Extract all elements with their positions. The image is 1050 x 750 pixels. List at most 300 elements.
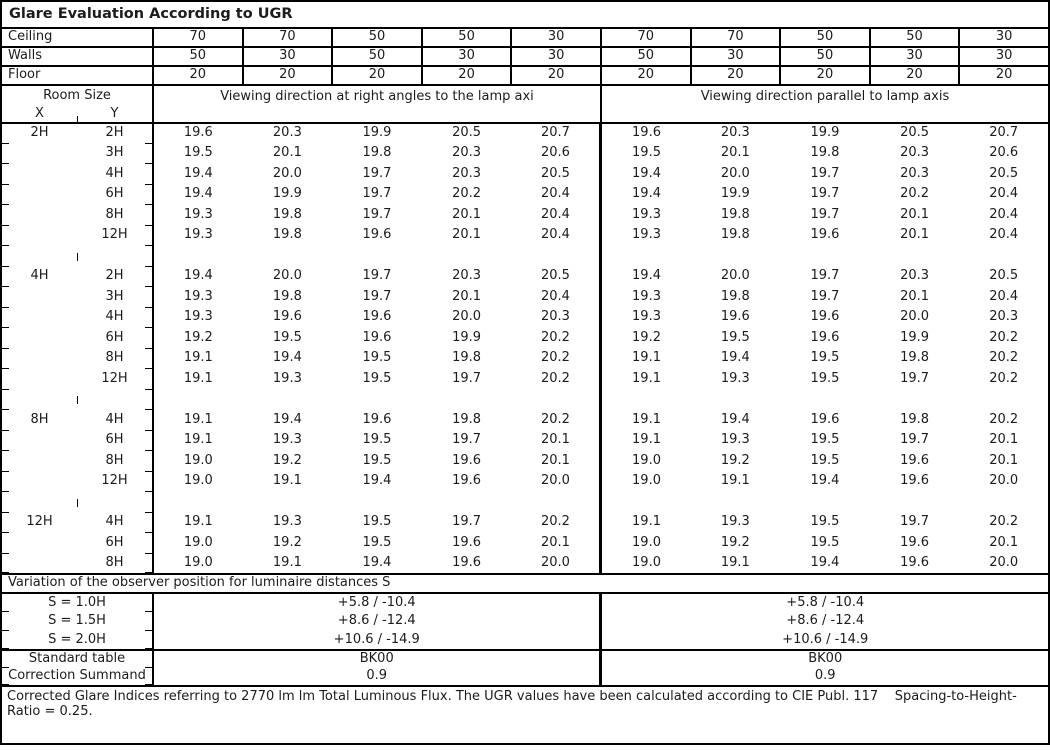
surface-value-cell: 70	[601, 28, 691, 47]
spacer-cell	[77, 492, 153, 513]
ugr-value-cell: 19.1	[153, 410, 243, 431]
title-section	[1, 1, 1049, 28]
room-size-header-cell	[1, 85, 153, 123]
ugr-value-cell: 19.3	[272, 370, 302, 386]
ugr-value-cell: 19.1	[153, 431, 243, 452]
room-size-y-value: 4H	[77, 410, 153, 431]
ugr-value-cell: 19.5	[362, 350, 392, 366]
ugr-value-cell: 19.5	[362, 370, 392, 386]
ugr-value-cell: 19.6	[452, 473, 482, 489]
ugr-value-cell: 19.7	[810, 206, 840, 222]
ugr-value-cell: 19.6	[452, 554, 482, 570]
ugr-value-cell: 19.1	[601, 349, 691, 370]
variation-row	[1, 631, 1049, 650]
ugr-value-cell: 20.7	[540, 125, 570, 141]
ugr-value-cell: 19.7	[810, 268, 840, 284]
ugr-value-cell: 20.0	[272, 268, 302, 284]
ugr-value-cell: 19.6	[810, 411, 840, 427]
spacer-cell	[780, 246, 870, 267]
room-size-y-value: 8H	[77, 554, 153, 575]
ugr-value-cell: 20.2	[989, 350, 1019, 366]
ugr-value-cell: 20.2	[540, 411, 570, 427]
summary-right-value: BK00	[601, 650, 1049, 668]
ugr-value-cell: 19.6	[452, 534, 482, 550]
surface-row	[1, 66, 1049, 85]
ugr-value-cell: 19.3	[601, 287, 691, 308]
room-size-x-value	[1, 472, 77, 493]
ugr-value-cell: 19.5	[810, 432, 840, 448]
ugr-value-cell: 19.4	[272, 411, 302, 427]
room-size-x-value	[1, 144, 77, 165]
variation-left-value: +5.8 / -10.4	[153, 593, 601, 612]
ugr-value-cell: 20.1	[900, 206, 930, 222]
ugr-value-cell: 19.3	[153, 226, 243, 247]
room-size-x-value	[1, 328, 77, 349]
ugr-value-cell: 19.7	[810, 186, 840, 202]
surface-value-cell: 50	[422, 28, 512, 47]
ugr-value-cell: 20.4	[540, 288, 570, 304]
ugr-value-cell: 20.6	[989, 145, 1019, 161]
room-size-x-value	[1, 205, 77, 226]
room-size-x-value	[1, 185, 77, 206]
ugr-value-cell: 19.6	[452, 452, 482, 468]
surface-value-cell: 30	[422, 47, 512, 66]
ugr-value-cell: 19.1	[601, 410, 691, 431]
spacer-row	[1, 492, 1049, 513]
title-row	[1, 1, 1049, 28]
ugr-value-cell: 19.4	[810, 554, 840, 570]
ugr-value-cell: 19.7	[452, 514, 482, 530]
ugr-value-cell: 19.3	[153, 308, 243, 329]
spacer-cell	[601, 246, 691, 267]
ugr-value-cell: 19.3	[720, 514, 750, 530]
ugr-value-cell: 19.6	[601, 123, 691, 144]
ugr-value-cell: 19.6	[810, 227, 840, 243]
ugr-value-cell: 19.6	[362, 329, 392, 345]
ugr-table-row	[1, 226, 1049, 247]
ugr-value-cell: 19.2	[601, 328, 691, 349]
ugr-value-cell: 20.1	[900, 288, 930, 304]
ugr-value-cell: 20.4	[989, 288, 1019, 304]
footer-note: Corrected Glare Indices referring to 2770 lm lm Total Luminous Flux. The UGR values have been calculated according to CIE Publ. 117 Spacing-to-Height-Ratio = 0.25.	[1, 686, 1049, 744]
spacer-cell	[959, 246, 1049, 267]
ugr-value-cell: 19.1	[153, 349, 243, 370]
ugr-value-cell: 19.5	[720, 329, 750, 345]
spacer-cell	[601, 492, 691, 513]
ugr-table-row	[1, 533, 1049, 554]
room-size-x-value	[1, 431, 77, 452]
ugr-value-cell: 19.5	[810, 534, 840, 550]
surface-value-cell: 20	[332, 66, 422, 85]
ugr-table-row	[1, 287, 1049, 308]
spacer-cell	[870, 246, 960, 267]
ugr-value-cell: 19.5	[272, 329, 302, 345]
surface-value-cell: 30	[959, 28, 1049, 47]
spacer-cell	[422, 492, 512, 513]
ugr-value-cell: 19.5	[601, 144, 691, 165]
ugr-value-cell: 19.2	[720, 452, 750, 468]
ugr-value-cell: 19.1	[601, 513, 691, 534]
ugr-value-cell: 20.1	[452, 288, 482, 304]
ugr-table-row	[1, 144, 1049, 165]
ugr-table-row	[1, 308, 1049, 329]
spacer-cell	[332, 492, 422, 513]
ugr-value-cell: 20.1	[989, 452, 1019, 468]
ugr-value-cell: 19.8	[362, 145, 392, 161]
ugr-value-cell: 19.7	[362, 206, 392, 222]
spacer-cell	[959, 390, 1049, 411]
spacer-cell	[77, 390, 153, 411]
summary-row	[1, 668, 1049, 686]
variation-row-label: S = 2.0H	[1, 631, 153, 650]
ugr-value-cell: 19.1	[272, 554, 302, 570]
spacer-cell	[870, 390, 960, 411]
ugr-value-cell: 19.6	[362, 309, 392, 325]
ugr-value-cell: 20.0	[452, 309, 482, 325]
ugr-value-cell: 19.7	[362, 186, 392, 202]
room-size-y-value: 8H	[77, 205, 153, 226]
ugr-value-cell: 19.6	[900, 452, 930, 468]
summary-section	[1, 650, 1049, 686]
spacer-cell	[243, 492, 333, 513]
ugr-table-row	[1, 554, 1049, 575]
variation-row	[1, 593, 1049, 612]
surface-value-cell: 20	[422, 66, 512, 85]
ugr-table-row	[1, 123, 1049, 144]
spacer-cell	[332, 246, 422, 267]
room-size-y-value: 6H	[77, 431, 153, 452]
ugr-value-cell: 20.2	[540, 350, 570, 366]
surface-value-cell: 50	[780, 47, 870, 66]
variation-right-value: +10.6 / -14.9	[601, 631, 1049, 650]
ugr-value-cell: 19.9	[810, 125, 840, 141]
room-size-x-value: 8H	[1, 410, 77, 431]
surface-value-cell: 70	[691, 28, 781, 47]
ugr-values-section	[1, 123, 1049, 574]
ugr-value-cell: 20.3	[989, 309, 1019, 325]
ugr-value-cell: 19.8	[900, 350, 930, 366]
room-size-x-value	[1, 287, 77, 308]
ugr-value-cell: 20.2	[989, 411, 1019, 427]
surface-value-cell: 20	[243, 66, 333, 85]
summary-row-label: Correction Summand	[1, 668, 153, 686]
surface-value-cell: 50	[870, 28, 960, 47]
ugr-value-cell: 20.3	[540, 309, 570, 325]
ugr-value-cell: 20.1	[720, 145, 750, 161]
ugr-value-cell: 19.8	[720, 206, 750, 222]
header-band-section	[1, 85, 1049, 123]
ugr-value-cell: 19.5	[810, 452, 840, 468]
ugr-value-cell: 20.3	[900, 145, 930, 161]
room-size-y-value: 12H	[77, 472, 153, 493]
variation-row-label: S = 1.0H	[1, 593, 153, 612]
summary-row-label: Standard table	[1, 650, 153, 668]
ugr-value-cell: 20.1	[900, 227, 930, 243]
ugr-value-cell: 19.8	[900, 411, 930, 427]
ugr-value-cell: 20.0	[272, 165, 302, 181]
room-size-x-value	[1, 554, 77, 575]
surface-value-cell: 20	[601, 66, 691, 85]
ugr-value-cell: 19.7	[452, 432, 482, 448]
room-size-x-value: 2H	[1, 123, 77, 144]
surface-value-cell: 20	[780, 66, 870, 85]
ugr-value-cell: 20.6	[540, 145, 570, 161]
ugr-value-cell: 19.0	[153, 533, 243, 554]
room-size-y-value: 2H	[77, 123, 153, 144]
spacer-cell	[511, 246, 601, 267]
room-size-y-value: 6H	[77, 328, 153, 349]
room-size-y-value: 4H	[77, 513, 153, 534]
ugr-value-cell: 19.4	[601, 164, 691, 185]
ugr-value-cell: 19.6	[900, 554, 930, 570]
room-size-x-value	[1, 308, 77, 329]
ugr-value-cell: 19.7	[810, 288, 840, 304]
summary-right-value: 0.9	[601, 668, 1049, 686]
ugr-value-cell: 20.5	[540, 268, 570, 284]
ugr-table-row	[1, 328, 1049, 349]
surface-row-label: Walls	[1, 47, 153, 66]
ugr-value-cell: 19.6	[272, 309, 302, 325]
surface-row-label: Floor	[1, 66, 153, 85]
spacer-cell	[780, 492, 870, 513]
room-size-x-value	[1, 369, 77, 390]
room-size-x-value: 12H	[1, 513, 77, 534]
spacer-cell	[243, 246, 333, 267]
spacer-cell	[153, 390, 243, 411]
ugr-value-cell: 20.1	[452, 206, 482, 222]
surface-value-cell: 50	[153, 47, 243, 66]
spacer-cell	[422, 246, 512, 267]
variation-row	[1, 612, 1049, 631]
room-size-y-value: 4H	[77, 164, 153, 185]
room-size-xy-labels	[2, 104, 152, 122]
ugr-value-cell: 19.0	[601, 554, 691, 575]
spacer-cell	[1, 390, 77, 411]
ugr-value-cell: 20.2	[989, 514, 1019, 530]
ugr-value-cell: 19.0	[601, 533, 691, 554]
ugr-value-cell: 19.6	[810, 329, 840, 345]
ugr-table-row	[1, 472, 1049, 493]
ugr-value-cell: 19.4	[153, 164, 243, 185]
viewing-direction-parallel-header: Viewing direction parallel to lamp axis	[601, 85, 1049, 123]
room-size-y-value: 3H	[77, 144, 153, 165]
ugr-value-cell: 19.6	[720, 309, 750, 325]
ugr-value-cell: 19.0	[601, 451, 691, 472]
spacer-cell	[601, 390, 691, 411]
ugr-value-cell: 20.1	[452, 227, 482, 243]
ugr-value-cell: 19.8	[272, 206, 302, 222]
ugr-value-cell: 19.4	[810, 473, 840, 489]
ugr-value-cell: 19.3	[272, 432, 302, 448]
ugr-value-cell: 19.4	[153, 185, 243, 206]
ugr-value-cell: 19.2	[153, 328, 243, 349]
ugr-value-cell: 19.5	[362, 534, 392, 550]
room-size-y-value: 12H	[77, 226, 153, 247]
room-size-y-value: 2H	[77, 267, 153, 288]
ugr-value-cell: 19.8	[452, 350, 482, 366]
ugr-value-cell: 19.1	[272, 473, 302, 489]
ugr-value-cell: 20.2	[989, 370, 1019, 386]
ugr-table-row	[1, 410, 1049, 431]
spacer-cell	[870, 492, 960, 513]
ugr-value-cell: 20.5	[900, 125, 930, 141]
ugr-value-cell: 19.4	[720, 411, 750, 427]
ugr-value-cell: 19.9	[362, 125, 392, 141]
variation-left-value: +10.6 / -14.9	[153, 631, 601, 650]
variation-left-value: +8.6 / -12.4	[153, 612, 601, 631]
ugr-value-cell: 19.5	[362, 452, 392, 468]
ugr-value-cell: 20.0	[989, 554, 1019, 570]
room-size-y-value: 6H	[77, 185, 153, 206]
ugr-value-cell: 19.4	[601, 267, 691, 288]
room-size-y-value: 8H	[77, 349, 153, 370]
ugr-value-cell: 20.4	[540, 186, 570, 202]
ugr-value-cell: 19.4	[362, 473, 392, 489]
ugr-value-cell: 19.3	[720, 370, 750, 386]
spacer-cell	[77, 246, 153, 267]
ugr-value-cell: 20.4	[989, 227, 1019, 243]
ugr-value-cell: 19.1	[153, 369, 243, 390]
ugr-value-cell: 19.6	[153, 123, 243, 144]
ugr-value-cell: 19.0	[153, 554, 243, 575]
spacer-row	[1, 390, 1049, 411]
ugr-value-cell: 19.7	[900, 432, 930, 448]
ugr-value-cell: 20.0	[540, 473, 570, 489]
ugr-value-cell: 19.7	[452, 370, 482, 386]
ugr-value-cell: 20.2	[900, 186, 930, 202]
variation-title-section	[1, 574, 1049, 593]
ugr-value-cell: 19.3	[720, 432, 750, 448]
ugr-value-cell: 20.1	[540, 432, 570, 448]
ugr-table-row	[1, 431, 1049, 452]
ugr-value-cell: 19.5	[810, 350, 840, 366]
surface-value-cell: 20	[870, 66, 960, 85]
ugr-value-cell: 19.2	[272, 452, 302, 468]
ugr-table-row	[1, 164, 1049, 185]
ugr-value-cell: 19.1	[601, 431, 691, 452]
ugr-value-cell: 19.0	[153, 472, 243, 493]
ugr-value-cell: 20.0	[540, 554, 570, 570]
ugr-value-cell: 19.8	[272, 288, 302, 304]
ugr-value-cell: 19.3	[601, 226, 691, 247]
surface-value-cell: 50	[332, 47, 422, 66]
room-size-y-value: 8H	[77, 451, 153, 472]
surface-reflectance-section	[1, 28, 1049, 85]
variation-right-value: +8.6 / -12.4	[601, 612, 1049, 631]
ugr-value-cell: 20.0	[900, 309, 930, 325]
surface-value-cell: 30	[243, 47, 333, 66]
ugr-value-cell: 19.4	[272, 350, 302, 366]
spacer-cell	[780, 390, 870, 411]
ugr-value-cell: 19.7	[362, 165, 392, 181]
spacer-cell	[1, 246, 77, 267]
ugr-value-cell: 20.1	[989, 432, 1019, 448]
ugr-value-cell: 20.5	[452, 125, 482, 141]
summary-row	[1, 650, 1049, 668]
ugr-table-row	[1, 369, 1049, 390]
ugr-value-cell: 20.5	[989, 268, 1019, 284]
surface-row-label: Ceiling	[1, 28, 153, 47]
ugr-value-cell: 19.5	[810, 370, 840, 386]
ugr-value-cell: 20.2	[452, 186, 482, 202]
ugr-value-cell: 19.3	[153, 287, 243, 308]
surface-value-cell: 20	[959, 66, 1049, 85]
ugr-value-cell: 20.7	[989, 125, 1019, 141]
ugr-value-cell: 19.3	[153, 205, 243, 226]
ugr-value-cell: 20.2	[989, 329, 1019, 345]
ugr-value-cell: 20.3	[452, 145, 482, 161]
ugr-value-cell: 19.7	[810, 165, 840, 181]
spacer-row	[1, 246, 1049, 267]
spacer-cell	[422, 390, 512, 411]
summary-left-value: BK00	[153, 650, 601, 668]
ugr-value-cell: 20.0	[989, 473, 1019, 489]
page-title: Glare Evaluation According to UGR	[1, 1, 1049, 28]
variation-right-value: +5.8 / -10.4	[601, 593, 1049, 612]
surface-value-cell: 50	[601, 47, 691, 66]
ugr-value-cell: 19.0	[153, 451, 243, 472]
room-size-x-value: 4H	[1, 267, 77, 288]
surface-value-cell: 30	[870, 47, 960, 66]
ugr-value-cell: 19.2	[272, 534, 302, 550]
room-size-x-value	[1, 164, 77, 185]
surface-value-cell: 30	[511, 28, 601, 47]
ugr-value-cell: 19.5	[153, 144, 243, 165]
ugr-value-cell: 20.3	[452, 165, 482, 181]
ugr-value-cell: 19.5	[362, 432, 392, 448]
room-size-x-header: X	[35, 105, 44, 121]
room-size-y-value: 12H	[77, 369, 153, 390]
surface-value-cell: 20	[511, 66, 601, 85]
ugr-value-cell: 19.1	[601, 369, 691, 390]
ugr-value-cell: 20.4	[989, 206, 1019, 222]
spacer-cell	[511, 390, 601, 411]
ugr-value-cell: 19.9	[272, 186, 302, 202]
ugr-value-cell: 20.2	[540, 370, 570, 386]
ugr-value-cell: 19.7	[362, 288, 392, 304]
ugr-table-row	[1, 451, 1049, 472]
ugr-value-cell: 20.3	[272, 125, 302, 141]
surface-value-cell: 70	[243, 28, 333, 47]
ugr-value-cell: 19.6	[810, 309, 840, 325]
spacer-cell	[959, 492, 1049, 513]
room-size-label: Room Size	[43, 88, 111, 103]
ugr-value-cell: 19.8	[720, 227, 750, 243]
ugr-value-cell: 20.5	[989, 165, 1019, 181]
surface-row	[1, 47, 1049, 66]
footer-row	[1, 686, 1049, 744]
spacer-cell	[153, 246, 243, 267]
ugr-value-cell: 20.3	[900, 165, 930, 181]
ugr-value-cell: 20.3	[452, 268, 482, 284]
ugr-value-cell: 19.1	[153, 513, 243, 534]
ugr-value-cell: 19.6	[900, 473, 930, 489]
ugr-value-cell: 20.0	[720, 165, 750, 181]
surface-value-cell: 30	[959, 47, 1049, 66]
room-size-x-value	[1, 451, 77, 472]
ugr-value-cell: 20.4	[989, 186, 1019, 202]
room-size-x-value	[1, 533, 77, 554]
surface-value-cell: 30	[691, 47, 781, 66]
ugr-table-row	[1, 205, 1049, 226]
ugr-table-row	[1, 267, 1049, 288]
ugr-value-cell: 19.6	[362, 411, 392, 427]
room-size-y-value: 3H	[77, 287, 153, 308]
ugr-value-cell: 20.1	[540, 534, 570, 550]
variation-title: Variation of the observer position for luminaire distances S	[1, 574, 1049, 593]
ugr-value-cell: 19.8	[720, 288, 750, 304]
ugr-value-cell: 20.1	[272, 145, 302, 161]
